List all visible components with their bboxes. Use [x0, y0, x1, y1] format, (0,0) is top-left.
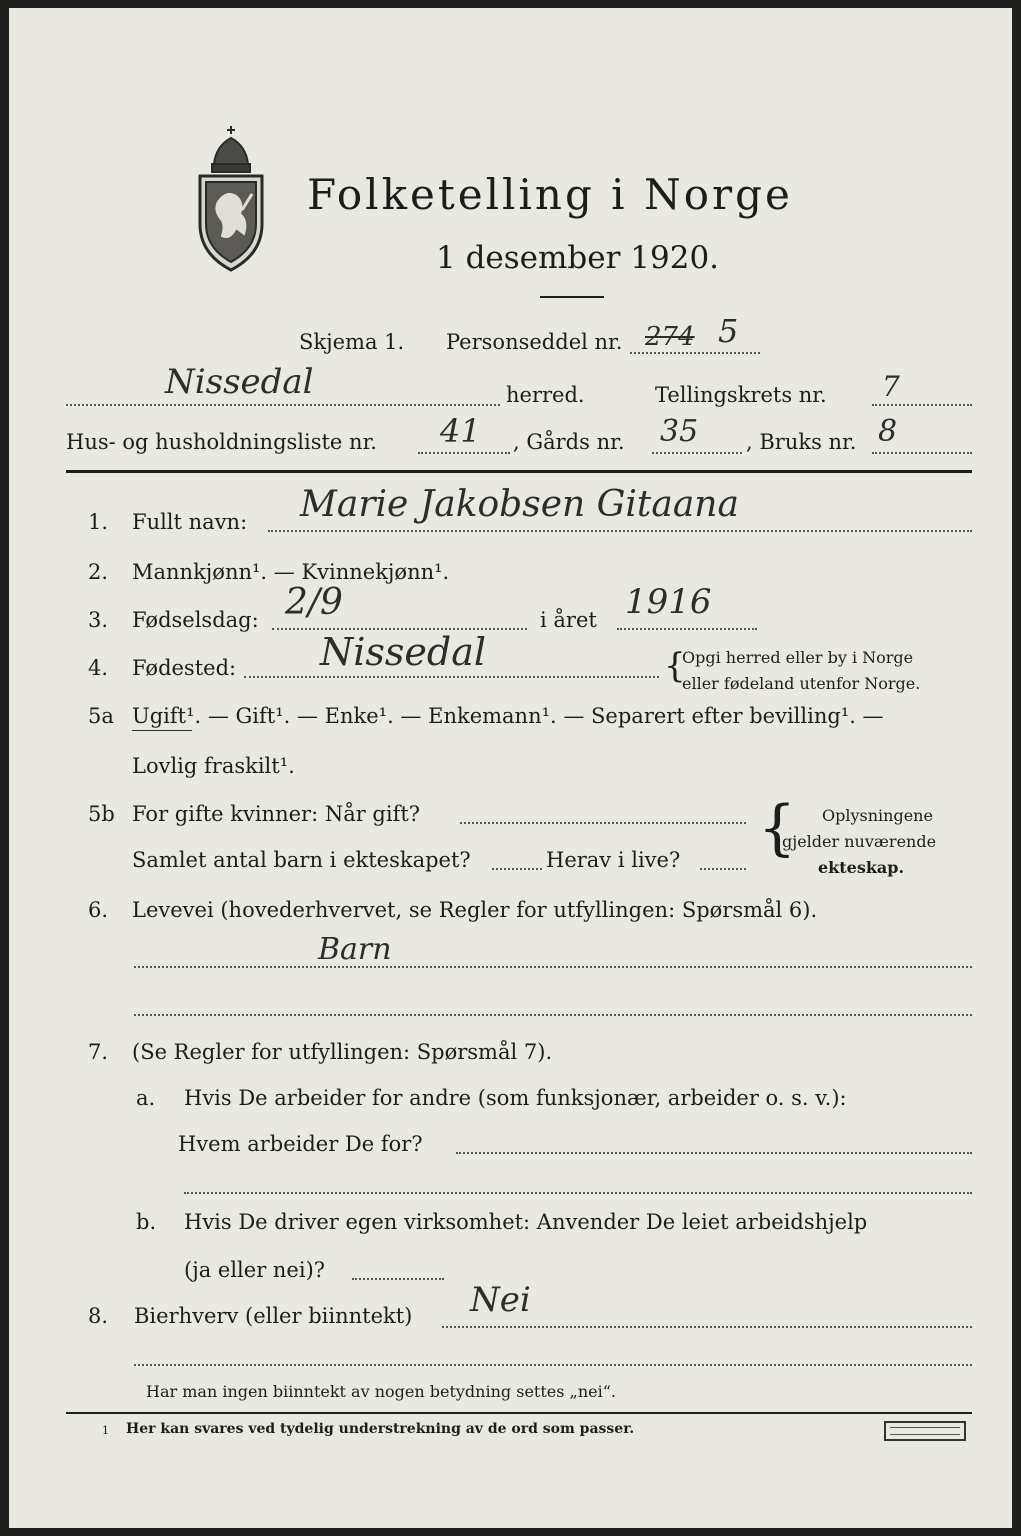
- q7-label: (Se Regler for utfyllingen: Spørsmål 7).: [132, 1040, 553, 1064]
- q7a-number: a.: [136, 1086, 156, 1110]
- q4-number: 4.: [88, 656, 109, 680]
- q4-brace: {: [664, 646, 686, 686]
- tellingskrets-label: Tellingskrets nr.: [655, 383, 827, 407]
- footnote-mark: 1: [102, 1424, 109, 1437]
- q7-number: 7.: [88, 1040, 109, 1064]
- q4-value: Nissedal: [320, 630, 487, 674]
- q3-year-label: i året: [540, 608, 597, 632]
- tellingskrets-line: [872, 404, 972, 406]
- hus-label: Hus- og husholdningsliste nr.: [66, 430, 377, 454]
- form-title: Folketelling i Norge: [307, 170, 793, 219]
- q6-line-2: [134, 1014, 972, 1016]
- q7b-line-1: Hvis De driver egen virksomhet: Anvender De leiet arbeidshjelp: [184, 1210, 868, 1234]
- q6-label: Levevei (hovederhvervet, se Regler for utfyllingen: Spørsmål 6).: [132, 898, 818, 922]
- q5b-married-line: [460, 822, 746, 824]
- q7a-line-extra: [184, 1192, 972, 1194]
- personseddel-line: [630, 352, 760, 354]
- bruks-line: [872, 452, 972, 454]
- q4-line: [244, 676, 659, 678]
- tellingskrets-value: 7: [882, 370, 900, 403]
- q5b-note-2: gjelder nuværende: [782, 832, 937, 851]
- q3-label: Fødselsdag:: [132, 608, 259, 632]
- bruks-label: , Bruks nr.: [746, 430, 857, 454]
- q1-line: [268, 530, 972, 532]
- herred-value: Nissedal: [165, 362, 314, 402]
- q2-label: Mannkjønn¹. — Kvinnekjønn¹.: [132, 560, 450, 584]
- footer-rule: [66, 1412, 972, 1414]
- q1-label: Fullt navn:: [132, 510, 248, 534]
- q1-value: Marie Jakobsen Gitaana: [300, 484, 739, 525]
- herred-line: [66, 404, 500, 406]
- q5b-brace: {: [758, 793, 797, 863]
- q7b-number: b.: [136, 1210, 157, 1234]
- q5b-line-1: For gifte kvinner: Når gift?: [132, 802, 421, 826]
- q7a-line: [456, 1152, 972, 1154]
- skjema-label: Skjema 1.: [299, 330, 405, 354]
- q3-year-line: [617, 628, 757, 630]
- q8-note: Har man ingen biinntekt av nogen betydning settes „nei“.: [146, 1382, 616, 1401]
- q8-number: 8.: [88, 1304, 109, 1328]
- q6-number: 6.: [88, 898, 109, 922]
- title-divider: [540, 296, 604, 298]
- q5b-note-3: ekteskap.: [818, 858, 905, 877]
- gards-line: [652, 452, 742, 454]
- personseddel-struck: 274: [645, 322, 695, 352]
- printer-stamp: [884, 1421, 966, 1441]
- personseddel-value: 5: [718, 312, 739, 350]
- bruks-value: 8: [878, 414, 898, 449]
- q5b-children-line: [492, 868, 542, 870]
- q5b-note-1: Oplysningene: [822, 806, 933, 825]
- q4-note-2: eller fødeland utenfor Norge.: [682, 674, 921, 693]
- q3-year-value: 1916: [625, 582, 712, 622]
- q5a-line-2: Lovlig fraskilt¹.: [132, 754, 295, 778]
- hus-value: 41: [440, 412, 481, 450]
- q5b-line-2a: Samlet antal barn i ekteskapet?: [132, 848, 471, 872]
- q6-value: Barn: [318, 932, 392, 967]
- census-date: 1 desember 1920.: [436, 240, 720, 276]
- q8-line: [442, 1326, 972, 1328]
- q5a-line-1: Ugift¹. — Gift¹. — Enke¹. — Enkemann¹. — Separert efter bevilling¹. —: [132, 704, 884, 728]
- q7b-line-2: (ja eller nei)?: [184, 1258, 326, 1282]
- q1-number: 1.: [88, 510, 109, 534]
- norway-coat-of-arms-icon: [196, 124, 266, 274]
- q3-value: 2/9: [285, 582, 343, 623]
- q7a-line-1: Hvis De arbeider for andre (som funksjonær, arbeider o. s. v.):: [184, 1086, 847, 1110]
- q5b-line-2b: Herav i live?: [546, 848, 681, 872]
- gards-label: , Gårds nr.: [513, 430, 625, 454]
- q5b-number: 5b: [88, 802, 115, 826]
- q4-note-1: Opgi herred eller by i Norge: [682, 648, 914, 667]
- q6-line-1: [134, 966, 972, 968]
- personseddel-label: Personseddel nr.: [446, 330, 623, 354]
- q2-number: 2.: [88, 560, 109, 584]
- q4-label: Fødested:: [132, 656, 237, 680]
- q3-number: 3.: [88, 608, 109, 632]
- q7a-line-2: Hvem arbeider De for?: [178, 1132, 423, 1156]
- q5a-ugift-underline: [132, 730, 192, 731]
- header-rule: [66, 470, 972, 473]
- herred-label: herred.: [506, 383, 585, 407]
- hus-line: [418, 452, 510, 454]
- q5b-alive-line: [700, 868, 746, 870]
- footnote-text: Her kan svares ved tydelig understrekning av de ord som passer.: [126, 1421, 635, 1437]
- q8-line-extra: [134, 1364, 972, 1366]
- q8-label: Bierhverv (eller biinntekt): [134, 1304, 413, 1328]
- gards-value: 35: [660, 414, 699, 449]
- q5a-number: 5a: [88, 704, 114, 728]
- q8-value: Nei: [470, 1280, 531, 1320]
- q7b-line: [352, 1278, 444, 1280]
